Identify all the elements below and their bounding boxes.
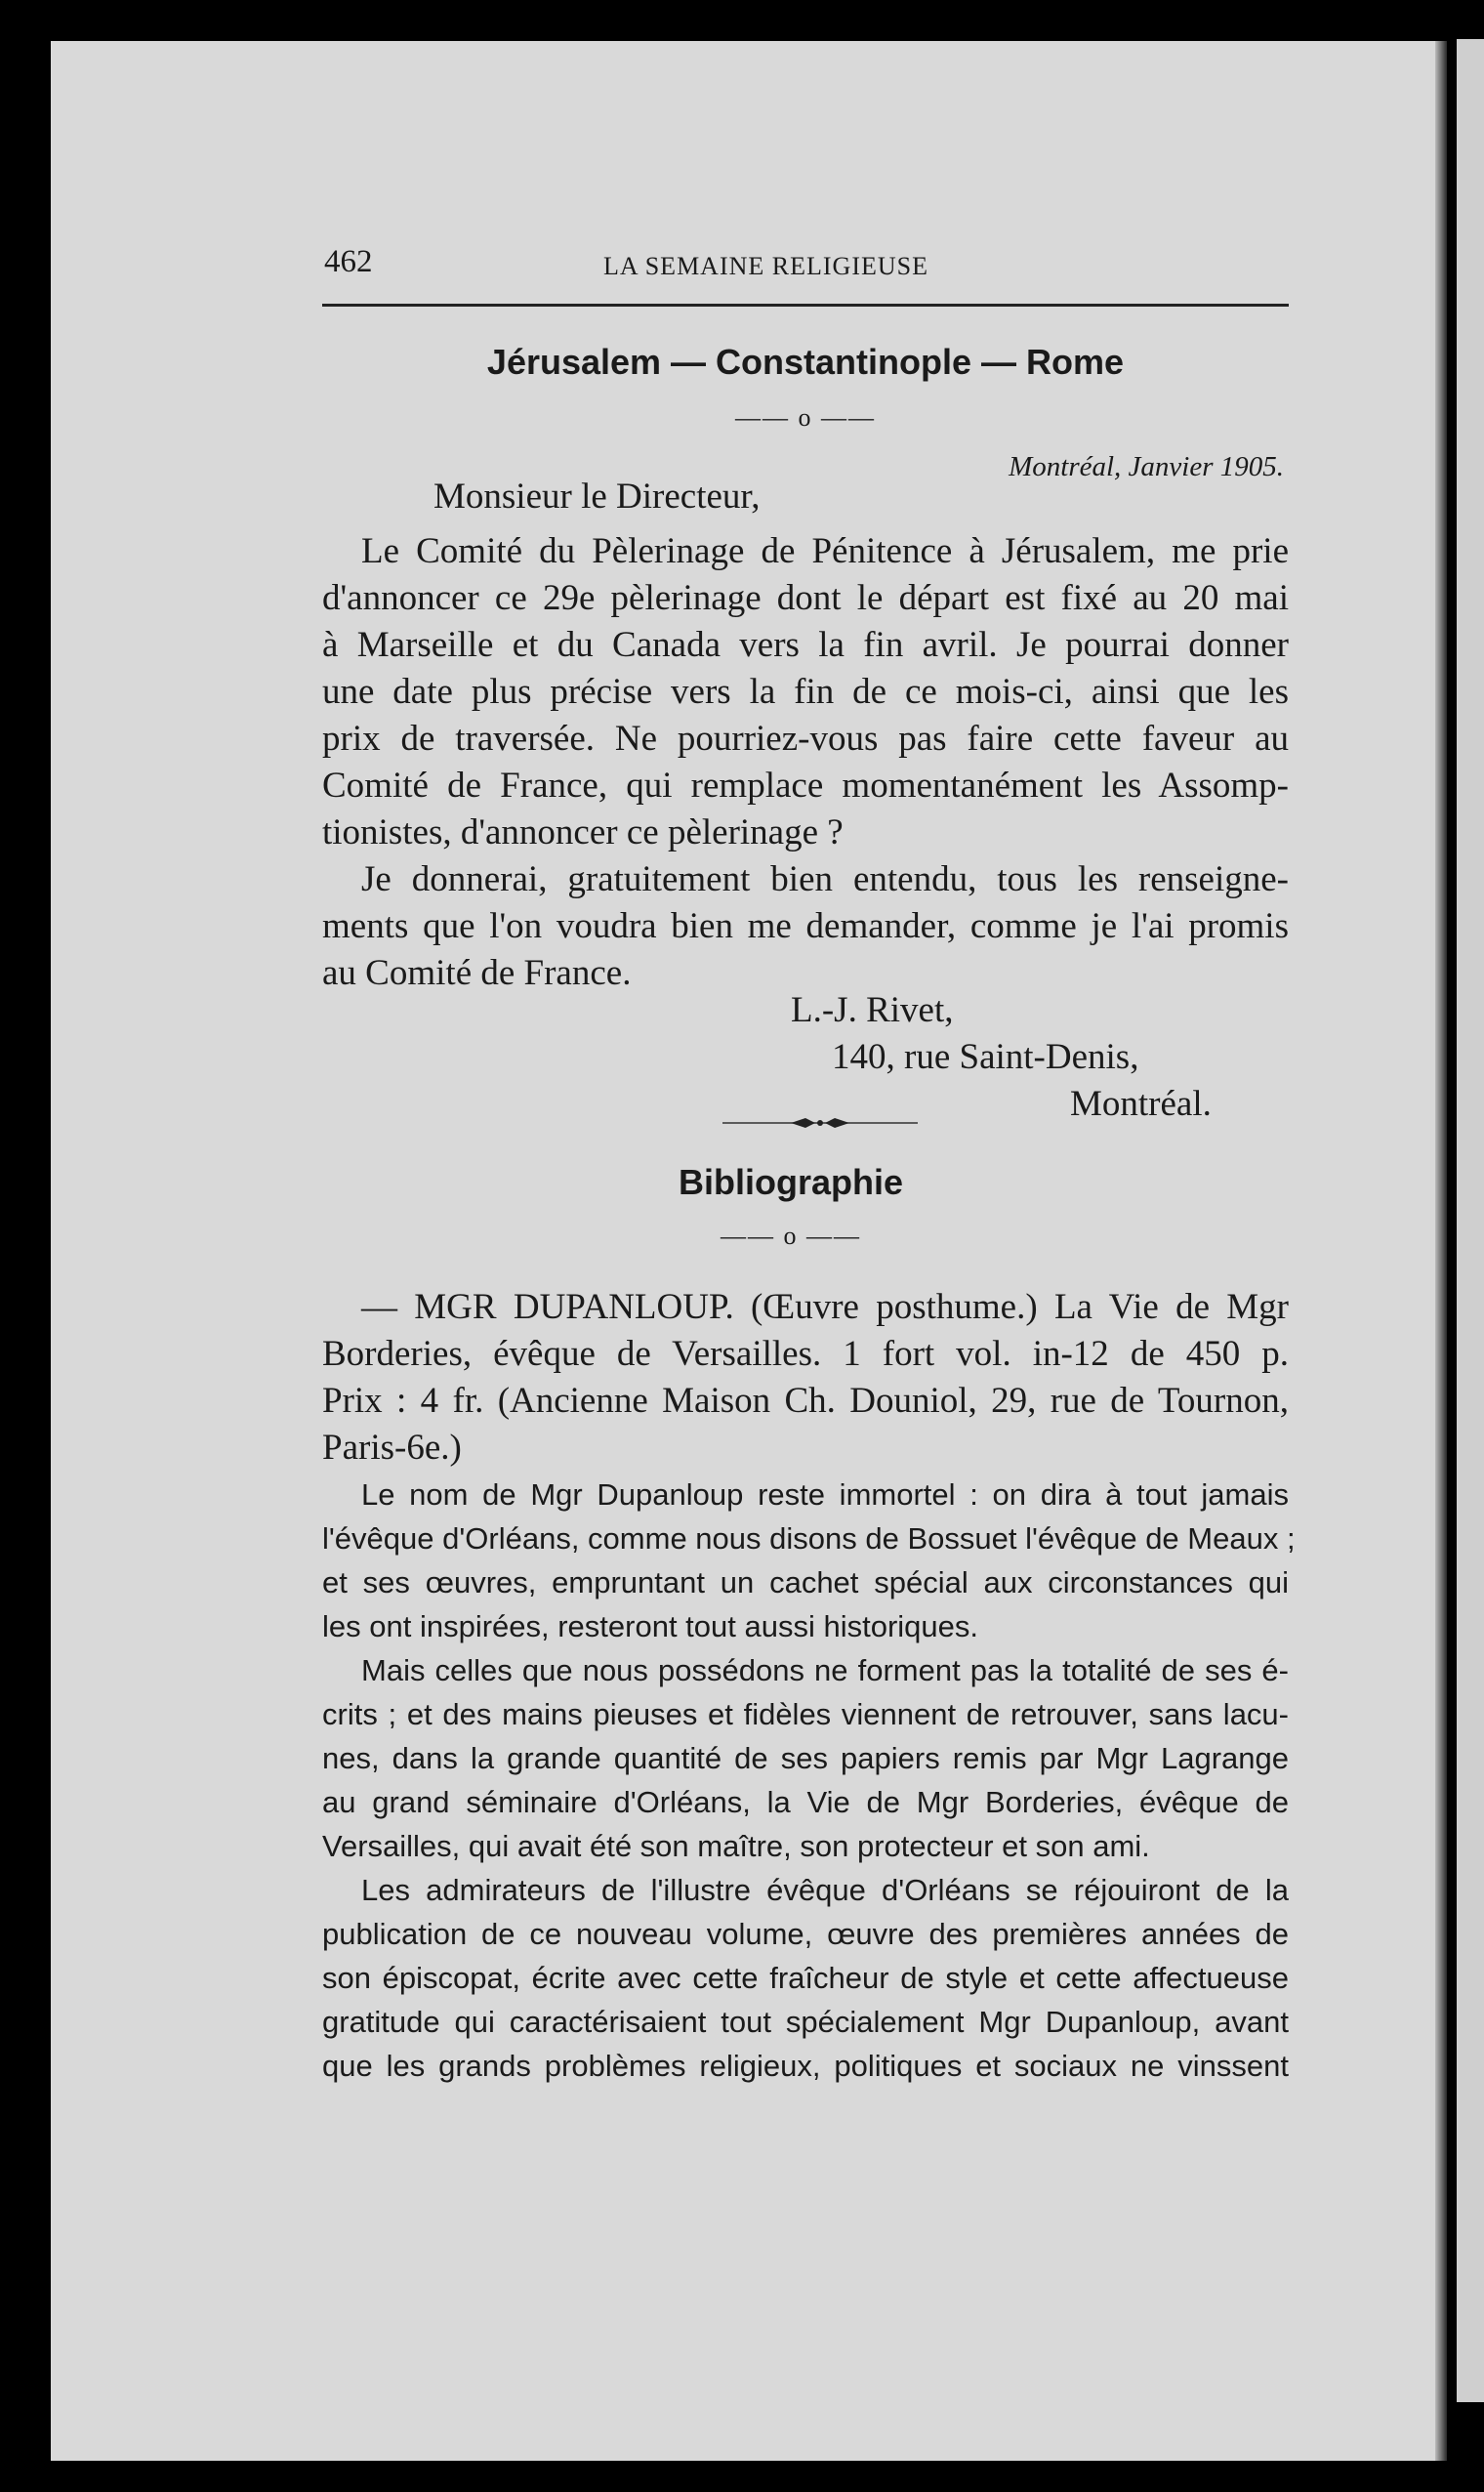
body-line: son épiscopat, écrite avec cette fraîcheur de style et cette affectueuse xyxy=(322,1961,1289,1995)
letter-line: à Marseille et du Canada vers la fin avril. Je pourrai donner xyxy=(322,625,1289,665)
entry-line: Prix : 4 fr. (Ancienne Maison Ch. Douniol, 29, rue de Tournon, xyxy=(322,1381,1289,1421)
letter-line: Je donnerai, gratuitement bien entendu, tous les renseigne- xyxy=(361,859,1289,899)
letter-line: tionistes, d'annoncer ce pèlerinage ? xyxy=(322,812,844,852)
page-number: 462 xyxy=(324,244,373,279)
body-line: que les grands problèmes religieux, politiques et sociaux ne vinssent xyxy=(322,2049,1289,2083)
body-line: gratitude qui caractérisaient tout spécialement Mgr Dupanloup, avant xyxy=(322,2005,1289,2039)
letter-line: ments que l'on voudra bien me demander, comme je l'ai promis xyxy=(322,906,1289,946)
letter-line: Comité de France, qui remplace momentanément les Assomp- xyxy=(322,766,1289,806)
entry-line: Borderies, évêque de Versailles. 1 fort vol. in-12 de 450 p. xyxy=(322,1334,1289,1374)
body-line: nes, dans la grande quantité de ses papiers remis par Mgr Lagrange xyxy=(322,1741,1289,1775)
dateline: Montréal, Janvier 1905. xyxy=(1009,451,1284,482)
body-line: crits ; et des mains pieuses et fidèles viennent de retrouver, sans lacu- xyxy=(322,1697,1289,1731)
body-line: et ses œuvres, empruntant un cachet spécial aux circonstances qui xyxy=(322,1565,1289,1599)
entry-line: Paris-6e.) xyxy=(322,1428,462,1468)
letter-line: Le Comité du Pèlerinage de Pénitence à Jérusalem, me prie xyxy=(361,531,1289,571)
page-edge-shadow xyxy=(1435,41,1447,2461)
signature-name: L.-J. Rivet, xyxy=(791,990,954,1030)
body-line: publication de ce nouveau volume, œuvre des premières années de xyxy=(322,1917,1289,1951)
body-line: Versailles, qui avait été son maître, son protecteur et son ami. xyxy=(322,1829,1150,1863)
section-divider-ornament xyxy=(722,1113,918,1133)
letter-line: prix de traversée. Ne pourriez-vous pas faire cette faveur au xyxy=(322,719,1289,759)
letter-separator: —— o —— xyxy=(735,403,876,432)
letter-line: au Comité de France. xyxy=(322,953,632,993)
bibliography-title: Bibliographie xyxy=(678,1162,903,1202)
body-line: au grand séminaire d'Orléans, la Vie de Mgr Borderies, évêque de xyxy=(322,1785,1289,1819)
signature-city: Montréal. xyxy=(1070,1084,1212,1124)
bibliography-separator: —— o —— xyxy=(721,1222,861,1250)
salutation: Monsieur le Directeur, xyxy=(433,477,761,517)
body-line: Le nom de Mgr Dupanloup reste immortel : on dira à tout jamais xyxy=(361,1477,1289,1512)
running-title: LA SEMAINE RELIGIEUSE xyxy=(603,252,928,280)
signature-address: 140, rue Saint-Denis, xyxy=(832,1037,1139,1077)
body-line: l'évêque d'Orléans, comme nous disons de Bossuet l'évêque de Meaux ; xyxy=(322,1521,1296,1556)
letter-line: une date plus précise vers la fin de ce mois-ci, ainsi que les xyxy=(322,672,1289,712)
body-line: les ont inspirées, resteront tout aussi historiques. xyxy=(322,1609,979,1643)
letter-title: Jérusalem — Constantinople — Rome xyxy=(486,342,1125,382)
header-rule xyxy=(322,304,1289,307)
body-line: Les admirateurs de l'illustre évêque d'Orléans se réjouiront de la xyxy=(361,1873,1289,1907)
letter-line: d'annoncer ce 29e pèlerinage dont le départ est fixé au 20 mai xyxy=(322,578,1289,618)
entry-line: — MGR DUPANLOUP. (Œuvre posthume.) La Vie de Mgr xyxy=(361,1287,1289,1327)
body-line: Mais celles que nous possédons ne forment pas la totalité de ses é- xyxy=(361,1653,1289,1687)
adjacent-page-strip xyxy=(1457,39,1484,2402)
